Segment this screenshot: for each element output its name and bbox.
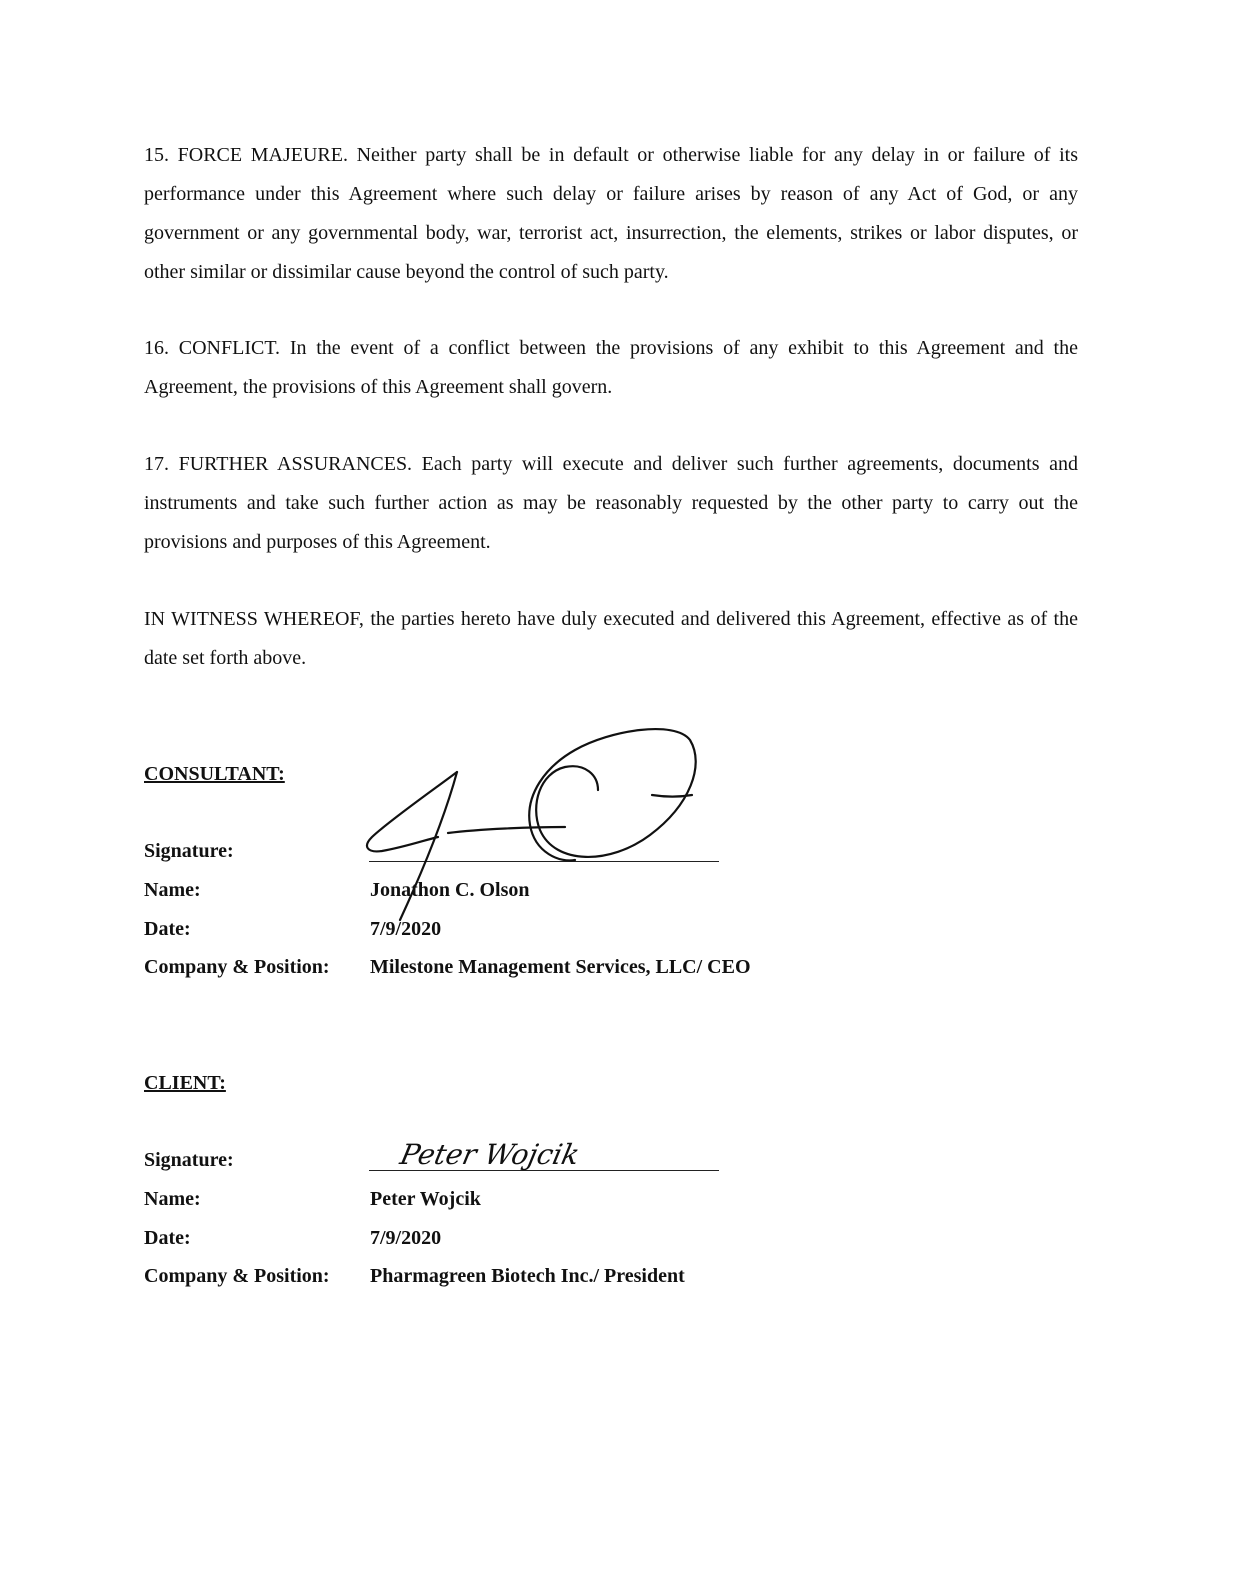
- clause-in-witness: IN WITNESS WHEREOF, the parties hereto have duly executed and delivered this Agreement, effective as of the date set forth above.: [144, 608, 1078, 669]
- consultant-signature-icon: [360, 725, 710, 935]
- consultant-heading: CONSULTANT:: [144, 763, 285, 785]
- consultant-signature-label: Signature:: [144, 840, 234, 862]
- clause-conflict: 16. CONFLICT. In the event of a conflict between the provisions of any exhibit to this Agreement and the Agreement, the provisions of this Agreement shall govern.: [144, 337, 1078, 398]
- consultant-date-value: 7/9/2020: [370, 918, 442, 940]
- client-company-value: Pharmagreen Biotech Inc./ President: [370, 1265, 685, 1287]
- clause-further-assurances: 17. FURTHER ASSURANCES. Each party will execute and deliver such further agreements, documents and instruments and take such further action as may be reasonably requested by the other party to carry out the provisions and purposes of this Agreement.: [144, 453, 1078, 553]
- consultant-name-value: Jonathon C. Olson: [370, 879, 530, 901]
- consultant-date-label: Date:: [144, 918, 191, 940]
- clause-force-majeure: 15. FORCE MAJEURE. Neither party shall be in default or otherwise liable for any delay in or failure of its performance under this Agreement where such delay or failure arises by reason of any Act of God, or any government or any governmental body, war, terrorist act, insurrection, the elements, strikes or labor disputes, or other similar or dissimilar cause beyond the control of such party.: [144, 144, 1078, 283]
- client-company-label: Company & Position:: [144, 1265, 330, 1287]
- consultant-name-label: Name:: [144, 879, 201, 901]
- consultant-company-label: Company & Position:: [144, 956, 330, 978]
- client-date-value: 7/9/2020: [370, 1227, 442, 1249]
- svg-text:Peter Wojcik: Peter Wojcik: [397, 1138, 583, 1171]
- client-date-label: Date:: [144, 1227, 191, 1249]
- client-heading: CLIENT:: [144, 1072, 226, 1094]
- client-date-row: [144, 1226, 441, 1250]
- client-name-value: Peter Wojcik: [370, 1188, 481, 1210]
- client-signature-label: Signature:: [144, 1149, 234, 1171]
- client-name-row: [144, 1187, 481, 1211]
- client-company-row: [144, 1264, 685, 1288]
- consultant-company-value: Milestone Management Services, LLC/ CEO: [370, 956, 751, 978]
- client-name-label: Name:: [144, 1188, 201, 1210]
- client-signature-icon: [397, 1130, 620, 1190]
- client-signature-row: [144, 1148, 370, 1172]
- consultant-signature-row: [144, 839, 370, 863]
- consultant-company-row: [144, 955, 751, 979]
